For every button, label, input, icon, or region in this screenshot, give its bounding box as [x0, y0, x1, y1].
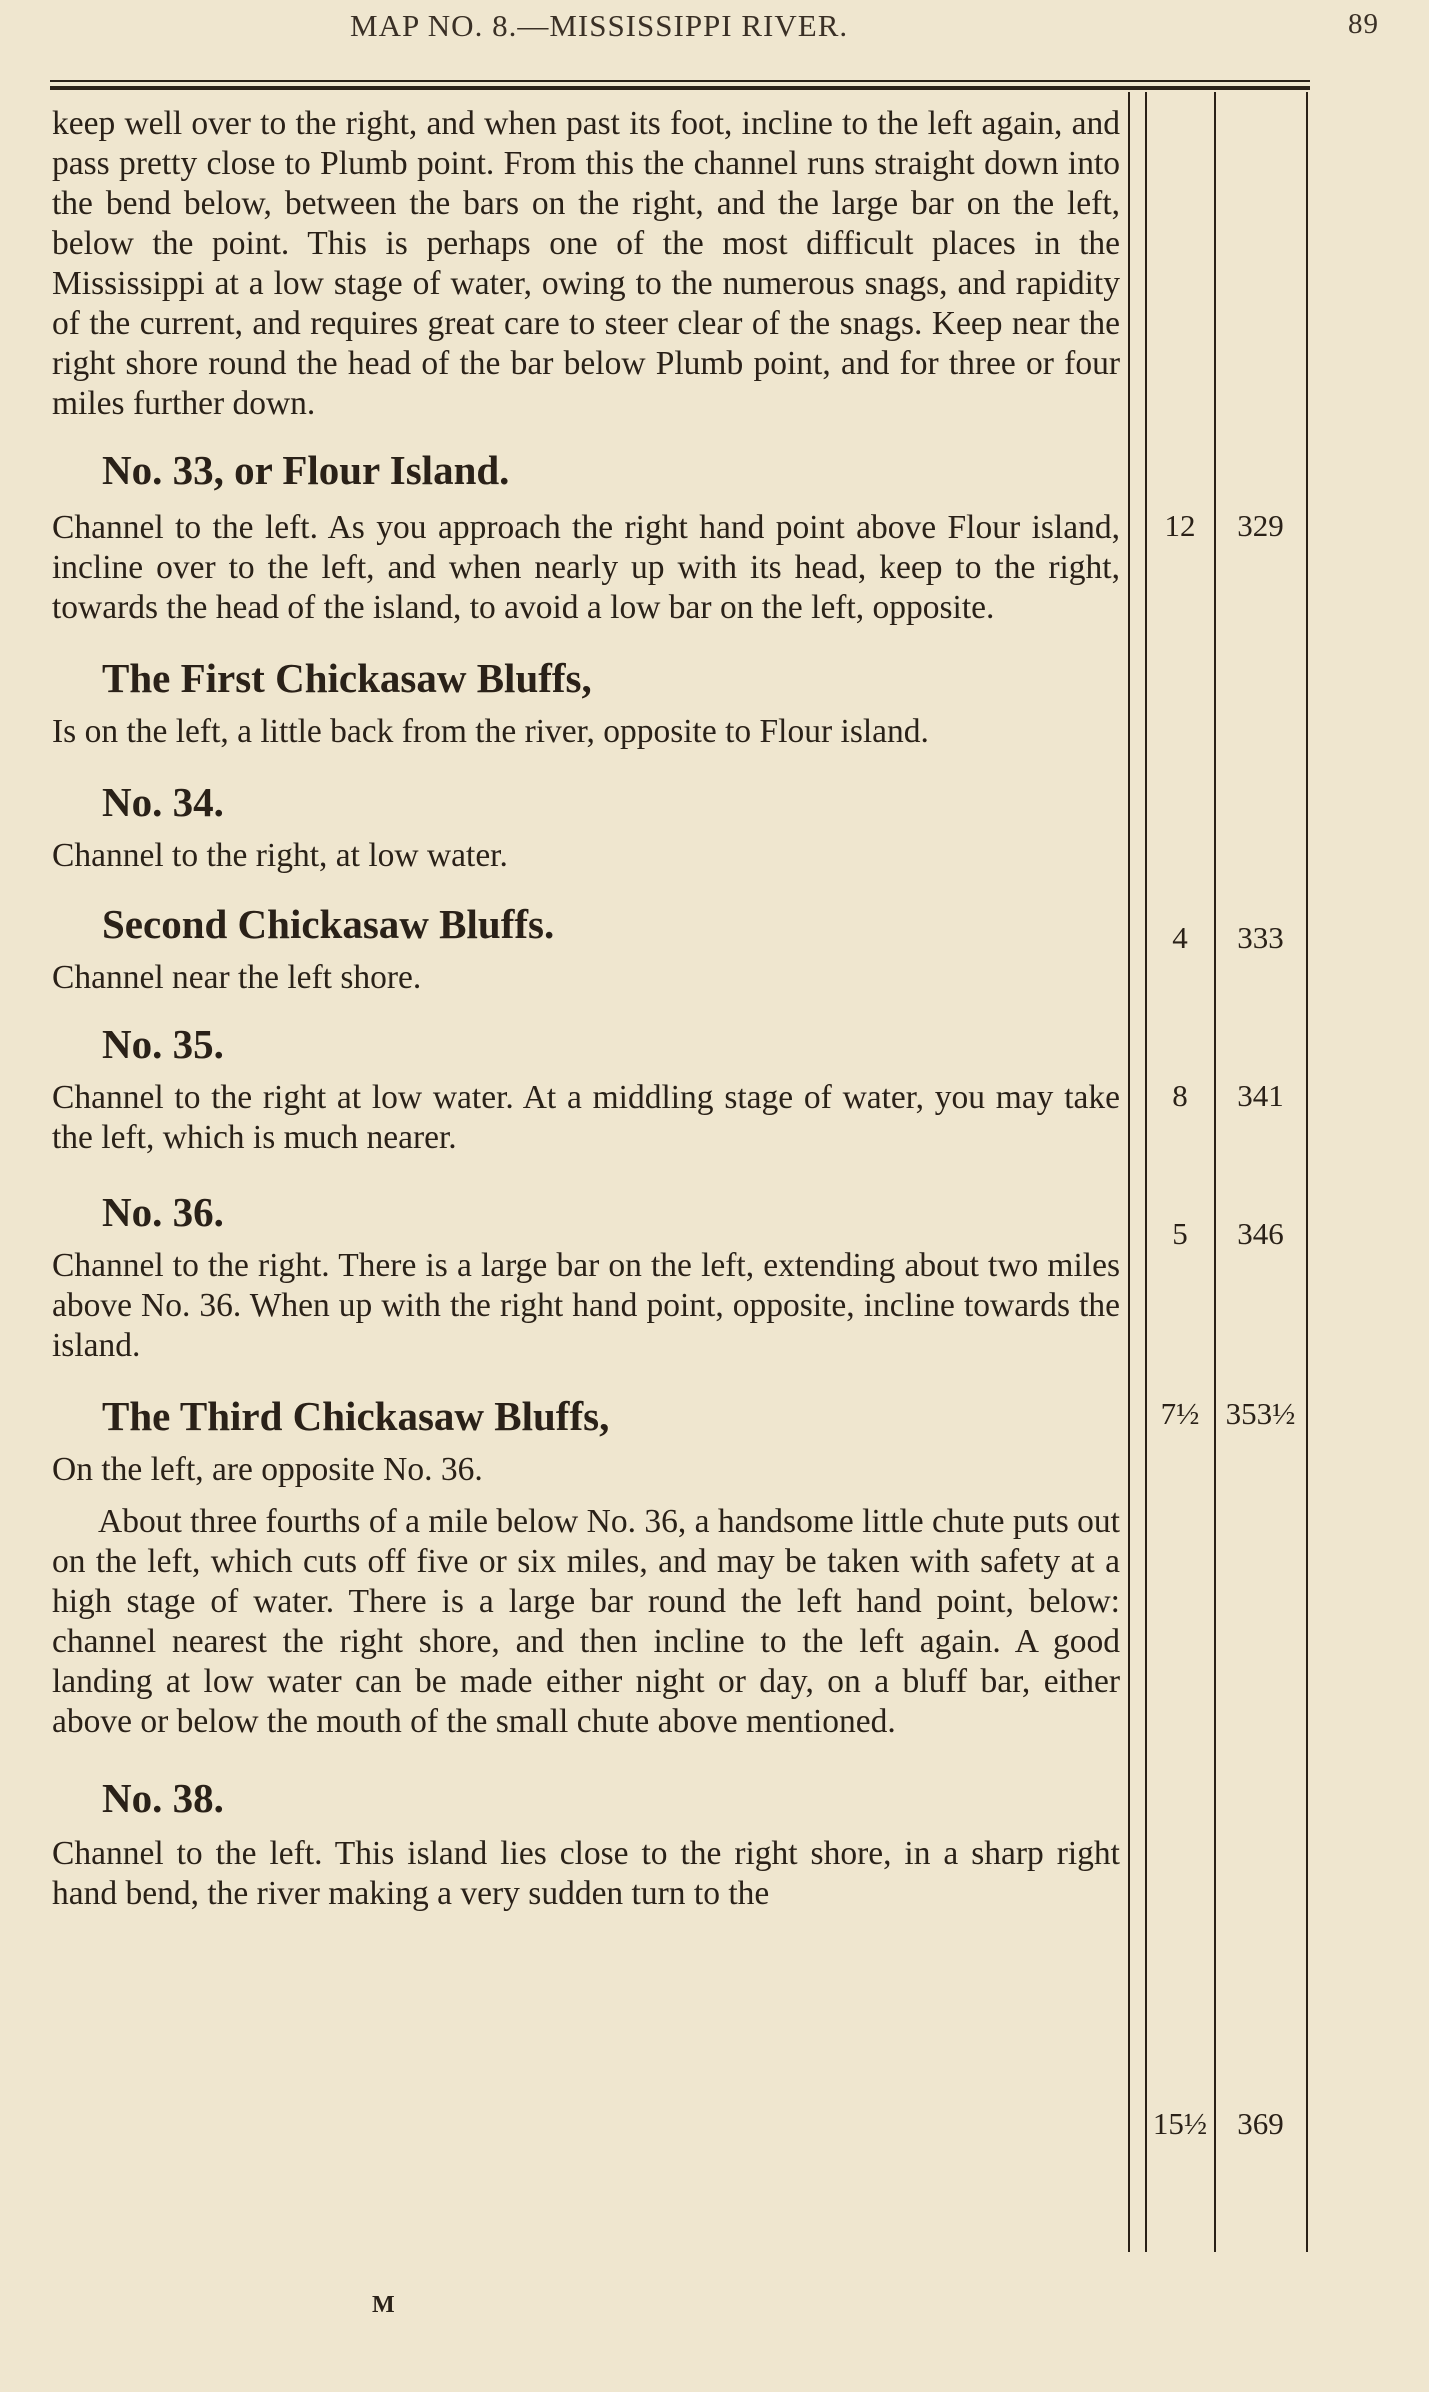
column-divider	[1214, 92, 1216, 2252]
distance-total: 329	[1237, 508, 1284, 543]
body-paragraph: About three fourths of a mile below No. 36, a handsome little chute puts out on the left, which cuts off five or six miles, and may be taken with safety at a high stage of water. There is a large bar round the left hand point, below: channel nearest the right shore, and then incline to the left again. A good landing at low water can be made either night or day, on a bluff bar, either above or below the mouth of the small chute above mentioned.	[52, 1503, 1120, 1740]
body-paragraph: Channel to the left. This island lies close to the right shore, in a sharp right hand bend, the river making a very sudden turn to the	[52, 1835, 1120, 1912]
body-paragraph: Channel to the right at low water. At a middling stage of water, you may take the left, which is much nearer.	[52, 1079, 1120, 1156]
distance-total: 341	[1237, 1078, 1284, 1113]
distance-total: 346	[1237, 1216, 1284, 1251]
distance-total: 353½	[1225, 1396, 1296, 1431]
running-header	[50, 4, 1379, 52]
page-number: 89	[1348, 8, 1379, 40]
section-heading: No. 33, or Flour Island.	[102, 447, 510, 493]
body-paragraph: Channel to the right, at low water.	[52, 837, 508, 874]
main-text-column	[52, 104, 1120, 1914]
header-rule-thick	[50, 86, 1310, 90]
distance-total: 333	[1237, 920, 1284, 955]
section-heading: No. 38.	[102, 1775, 224, 1821]
body-paragraph: Channel to the right. There is a large bar on the left, extending about two miles above No. 36. When up with the right hand point, opposite, incline towards the island.	[52, 1247, 1120, 1364]
distance-miles: 12	[1164, 508, 1196, 543]
section-heading: No. 36.	[102, 1189, 224, 1235]
section-heading: No. 35.	[102, 1021, 224, 1067]
section-heading: Second Chickasaw Bluffs.	[102, 901, 555, 947]
section-heading: No. 34.	[102, 779, 224, 825]
body-paragraph: keep well over to the right, and when past its foot, incline to the left again, and pass pretty close to Plumb point. From this the channel runs straight down into the bend below, between the bars on the right, and the large bar on the left, below the point. This is perhaps one of the most difficult places in the Mississippi at a low stage of water, owing to the numerous snags, and rapidity of the current, and requires great care to steer clear of the snags. Keep near the right shore round the head of the bar below Plumb point, and for three or four miles further down.	[52, 105, 1120, 422]
distance-miles: 15½	[1152, 2106, 1208, 2141]
column-divider	[1306, 92, 1308, 2252]
body-paragraph: On the left, are opposite No. 36.	[52, 1451, 483, 1488]
distance-miles: 8	[1172, 1078, 1188, 1113]
distance-miles: 7½	[1160, 1396, 1200, 1431]
distance-miles: 4	[1172, 920, 1188, 955]
column-divider	[1145, 92, 1147, 2252]
distance-miles: 5	[1172, 1216, 1188, 1251]
body-paragraph: Channel to the left. As you approach the right hand point above Flour island, incline over to the left, and when nearly up with its head, keep to the right, towards the head of the island, to avoid a low bar on the left, opposite.	[52, 509, 1120, 626]
page-title: MAP NO. 8.—MISSISSIPPI RIVER.	[350, 8, 849, 43]
body-paragraph: Is on the left, a little back from the river, opposite to Flour island.	[52, 713, 929, 750]
body-paragraph: Channel near the left shore.	[52, 959, 422, 996]
section-heading: The Third Chickasaw Bluffs,	[102, 1393, 610, 1439]
column-divider	[1128, 92, 1130, 2252]
header-rule-thin	[50, 80, 1310, 82]
signature-mark: M	[372, 2292, 397, 2318]
section-heading: The First Chickasaw Bluffs,	[102, 655, 592, 701]
distance-total: 369	[1237, 2106, 1284, 2141]
